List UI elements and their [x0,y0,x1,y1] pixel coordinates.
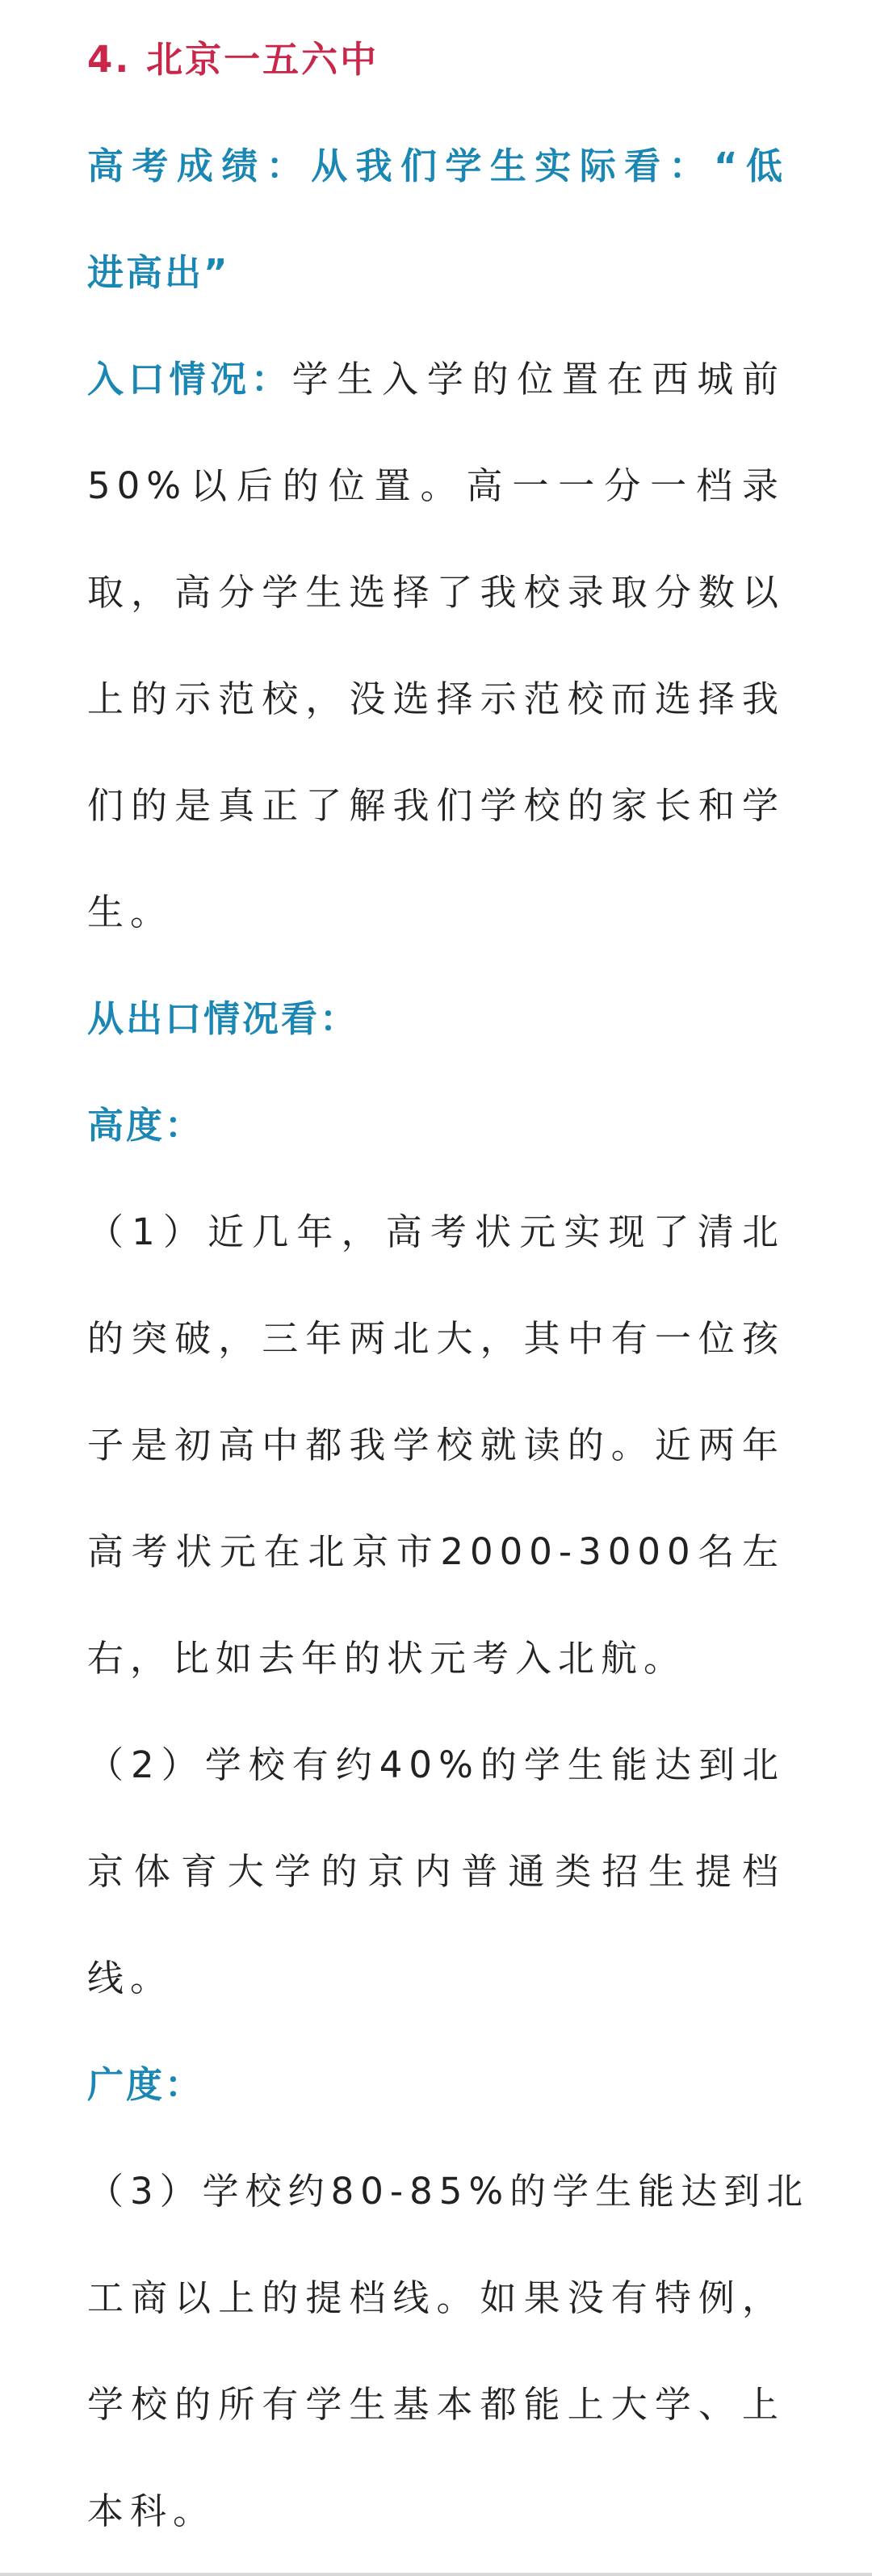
entry-paragraph-line: 生。 [87,891,174,933]
item-2-line: （2）学校有约40%的学生能达到北 [87,1743,785,1786]
item-2-line: 线。 [87,1957,174,1999]
exit-label: 从出口情况看： [87,997,359,1040]
item-3-line: 工商以上的提档线。如果没有特例， [87,2276,785,2319]
item-1-line: 子是初高中都我学校就读的。近两年 [87,1424,785,1466]
item-1-line: 右，比如去年的状元考入北航。 [87,1637,687,1680]
height-label: 高度： [87,1104,204,1147]
score-label: 高考成绩： [87,145,312,187]
item-2-line: 京体育大学的京内普通类招生提档 [87,1850,785,1893]
entry-paragraph-line: 取，高分学生选择了我校录取分数以 [87,571,785,614]
item-3-line: （3）学校约80-85%的学生能达到北 [87,2170,810,2213]
score-text: 进高出” [87,251,230,294]
item-3-line: 学校的所有学生基本都能上大学、上 [87,2383,785,2426]
bottom-divider [0,2573,872,2576]
item-1-line: （1）近几年，高考状元实现了清北 [87,1210,785,1253]
height-heading-line [87,1072,785,1179]
entry-paragraph-line: 50%以后的位置。高一一分一档录 [87,464,785,507]
entry-paragraph-line: 上的示范校，没选择示范校而选择我 [87,678,785,720]
exit-heading-line [87,966,785,1072]
score-paragraph-line-1 [87,113,785,220]
entry-paragraph-line [87,326,785,433]
entry-label: 入口情况： [87,358,292,401]
breadth-heading-line [87,2032,785,2138]
score-text: 从我们学生实际看：“低 [311,145,785,187]
item-1-line: 高考状元在北京市2000-3000名左 [87,1530,785,1573]
entry-paragraph-line: 们的是真正了解我们学校的家长和学 [87,784,785,827]
item-1-line: 的突破，三年两北大，其中有一位孩 [87,1317,785,1360]
item-3-line: 本科。 [87,2490,216,2532]
breadth-label: 广度： [87,2063,204,2106]
score-paragraph-line-2 [87,220,785,326]
article-body [0,6,872,2576]
section-heading: 4. 北京一五六中 [87,38,379,81]
entry-text: 学生入学的位置在西城前 [291,358,785,401]
